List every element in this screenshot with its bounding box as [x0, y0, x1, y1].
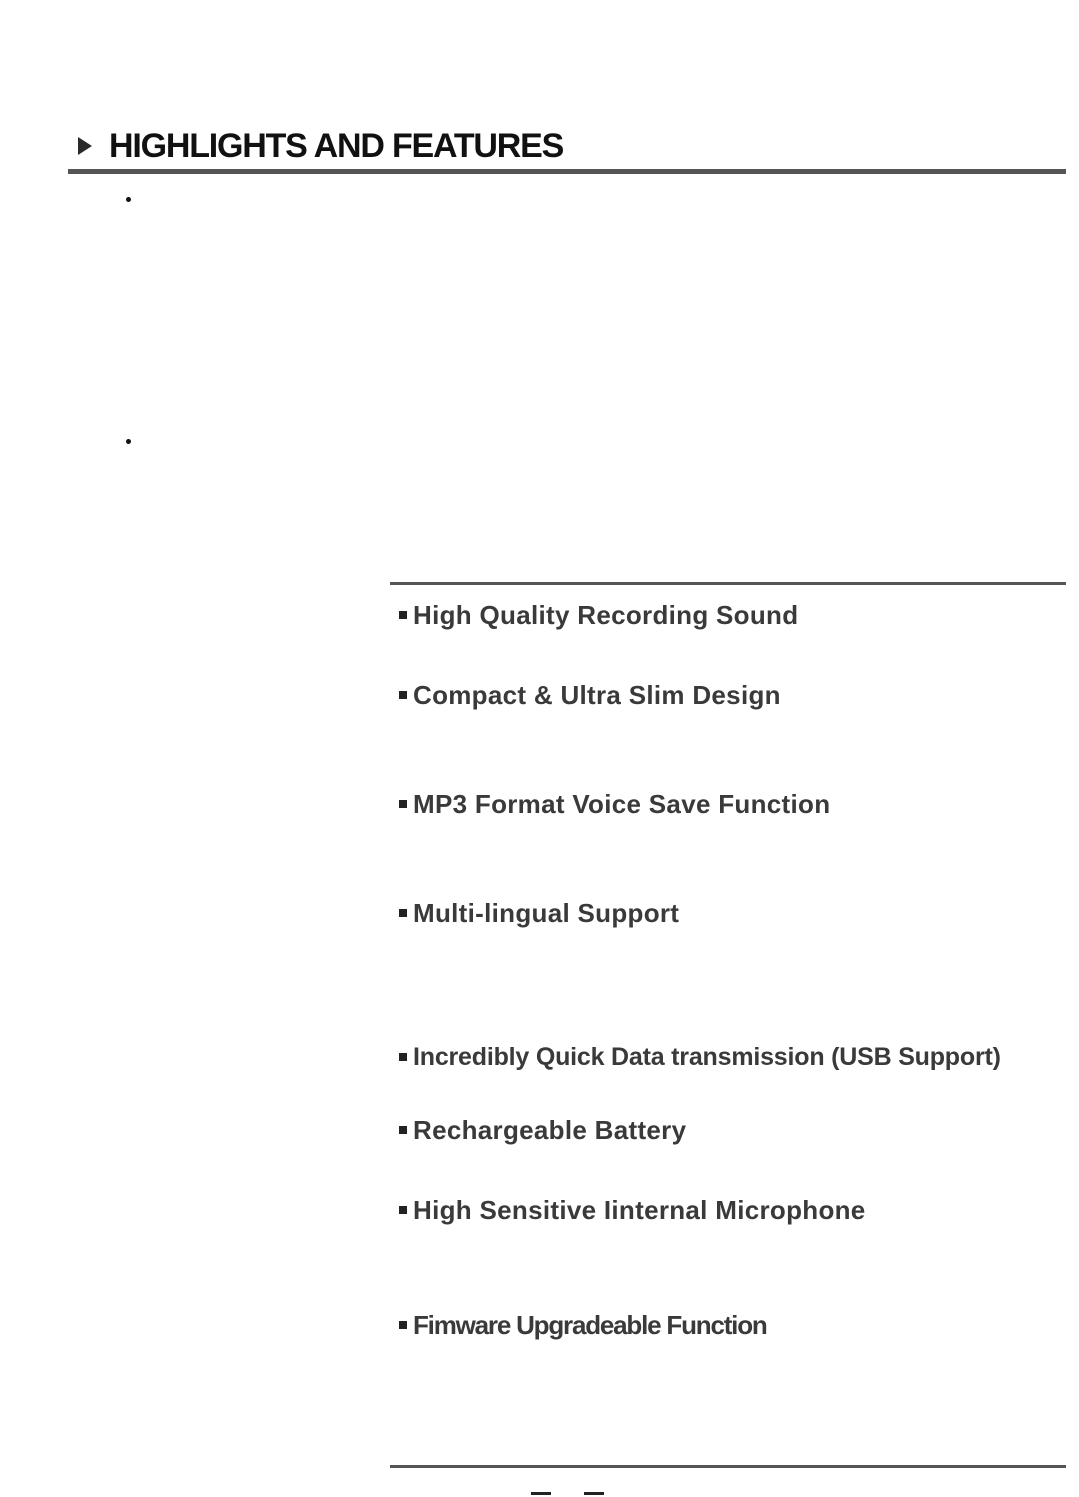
feature-item-firmware: [399, 1309, 767, 1341]
page-mark-left: [531, 1492, 551, 1495]
square-bullet-icon: [399, 611, 407, 619]
feature-item-mp3-save: [399, 788, 830, 820]
feature-item-microphone: [399, 1194, 866, 1226]
square-bullet-icon: [399, 909, 407, 917]
page-mark-right: [584, 1492, 604, 1495]
section-header: [78, 124, 563, 168]
feature-item-slim-design: [399, 679, 781, 711]
feature-item-usb-transmission: [399, 1041, 1001, 1073]
bullet-dot-icon: [126, 197, 131, 202]
triangle-right-icon: [78, 137, 92, 155]
feature-label: MP3 Format Voice Save Function: [413, 788, 831, 819]
feature-item-recording-sound: [399, 599, 798, 631]
square-bullet-icon: [399, 691, 407, 699]
square-bullet-icon: [399, 1321, 407, 1329]
feature-label: High Sensitive Iinternal Microphone: [413, 1194, 866, 1225]
feature-list-bottom-divider: [390, 1465, 1066, 1468]
feature-label: Multi-lingual Support: [413, 897, 680, 928]
feature-label: High Quality Recording Sound: [413, 599, 799, 630]
feature-item-battery: [399, 1114, 686, 1146]
feature-label: Compact & Ultra Slim Design: [413, 679, 781, 710]
square-bullet-icon: [399, 1126, 407, 1134]
square-bullet-icon: [399, 1206, 407, 1214]
feature-list-top-divider: [390, 582, 1066, 585]
page-title: HIGHLIGHTS AND FEATURES: [109, 126, 564, 165]
feature-label: Fimware Upgradeable Function: [413, 1309, 767, 1340]
header-divider: [68, 169, 1066, 174]
square-bullet-icon: [399, 1053, 407, 1061]
feature-item-multilingual: [399, 897, 679, 929]
feature-label: Incredibly Quick Data transmission (USB Support): [413, 1042, 1001, 1071]
feature-label: Rechargeable Battery: [413, 1114, 687, 1145]
square-bullet-icon: [399, 800, 407, 808]
bullet-dot-icon: [126, 439, 131, 444]
